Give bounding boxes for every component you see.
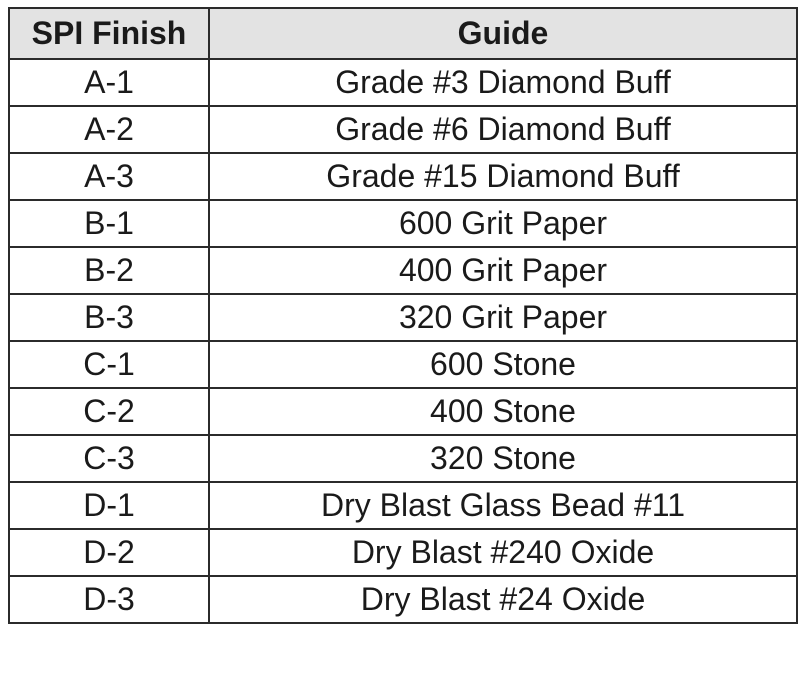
guide-cell: Dry Blast Glass Bead #11 xyxy=(209,482,797,529)
guide-cell: 400 Grit Paper xyxy=(209,247,797,294)
table-row xyxy=(9,200,797,247)
finish-cell: A-1 xyxy=(9,59,209,106)
finish-cell: C-1 xyxy=(9,341,209,388)
guide-cell: 320 Stone xyxy=(209,435,797,482)
guide-cell: Grade #15 Diamond Buff xyxy=(209,153,797,200)
finish-cell: D-2 xyxy=(9,529,209,576)
guide-cell: 600 Stone xyxy=(209,341,797,388)
finish-cell: D-3 xyxy=(9,576,209,623)
header-spi-finish: SPI Finish xyxy=(9,8,209,59)
finish-cell: B-2 xyxy=(9,247,209,294)
guide-cell: Grade #6 Diamond Buff xyxy=(209,106,797,153)
table-body xyxy=(9,59,797,623)
table-header xyxy=(9,8,797,59)
finish-cell: A-3 xyxy=(9,153,209,200)
guide-cell: Grade #3 Diamond Buff xyxy=(209,59,797,106)
header-row xyxy=(9,8,797,59)
finish-cell: C-3 xyxy=(9,435,209,482)
guide-cell: Dry Blast #240 Oxide xyxy=(209,529,797,576)
table-row xyxy=(9,341,797,388)
table-row xyxy=(9,576,797,623)
table-row xyxy=(9,529,797,576)
finish-cell: B-1 xyxy=(9,200,209,247)
table-row xyxy=(9,482,797,529)
table-row xyxy=(9,59,797,106)
table-row xyxy=(9,294,797,341)
guide-cell: 400 Stone xyxy=(209,388,797,435)
header-guide: Guide xyxy=(209,8,797,59)
finish-cell: D-1 xyxy=(9,482,209,529)
spi-finish-table xyxy=(8,7,798,624)
guide-cell: 600 Grit Paper xyxy=(209,200,797,247)
table-row xyxy=(9,435,797,482)
table-row xyxy=(9,247,797,294)
guide-cell: 320 Grit Paper xyxy=(209,294,797,341)
table-row xyxy=(9,106,797,153)
guide-cell: Dry Blast #24 Oxide xyxy=(209,576,797,623)
finish-cell: C-2 xyxy=(9,388,209,435)
finish-cell: B-3 xyxy=(9,294,209,341)
finish-cell: A-2 xyxy=(9,106,209,153)
table-row xyxy=(9,388,797,435)
table-row xyxy=(9,153,797,200)
